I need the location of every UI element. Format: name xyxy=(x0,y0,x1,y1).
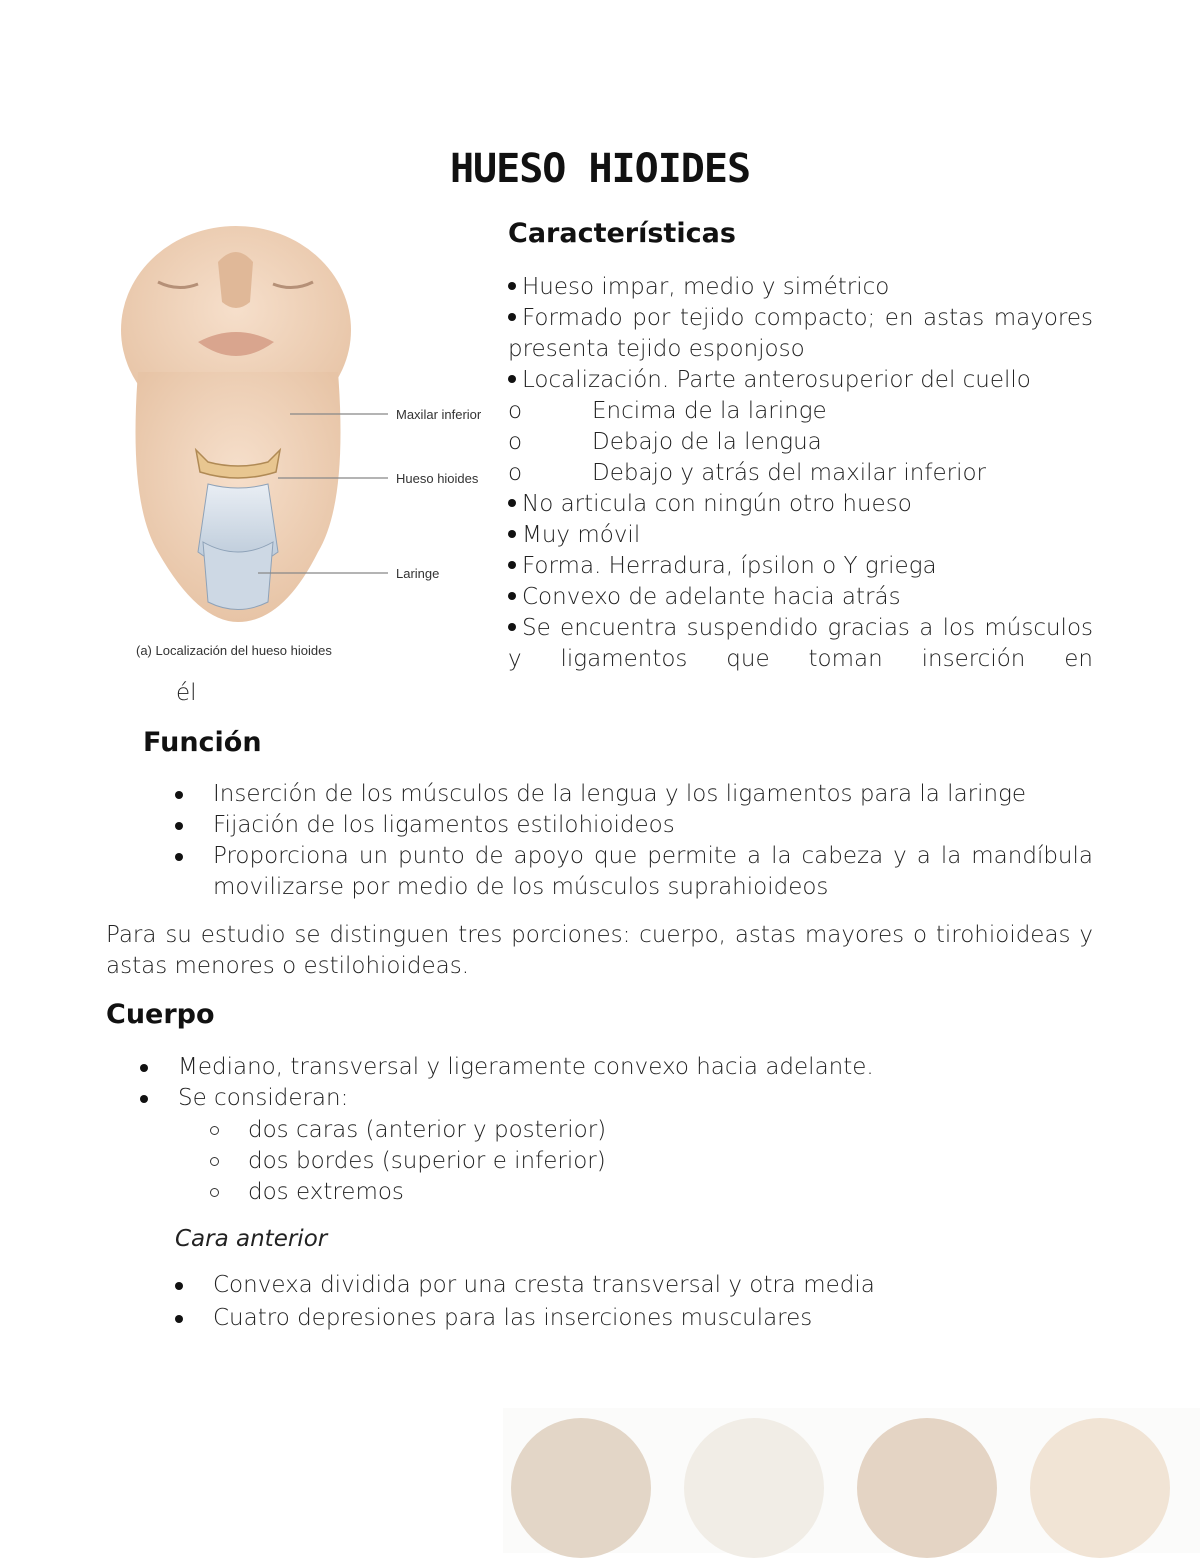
label-maxilar-inferior: Maxilar inferior xyxy=(396,407,482,422)
cuerpo-sublist xyxy=(210,1115,1060,1208)
bullet-icon xyxy=(508,313,516,321)
bullet-icon xyxy=(508,561,516,569)
bullet-icon xyxy=(508,499,516,507)
swatch-4 xyxy=(1030,1418,1170,1558)
list-item: Muy móvil xyxy=(508,520,1093,551)
page-title: HUESO HIOIDES xyxy=(449,146,751,192)
heading-funcion: Función xyxy=(143,727,262,758)
swatch-3 xyxy=(857,1418,997,1558)
bullet-icon xyxy=(508,623,516,631)
sub-list-item: dos extremos xyxy=(210,1177,1060,1208)
list-item: Forma. Herradura, ípsilon o Y griega xyxy=(508,551,1093,582)
bullet-icon xyxy=(508,282,516,290)
list-item: Hueso impar, medio y simétrico xyxy=(508,272,1093,303)
list-item: Convexa dividida por una cresta transversal y otra media xyxy=(175,1270,1075,1301)
sub-list-item: o Debajo de la lengua xyxy=(508,429,822,455)
list-item: Cuatro depresiones para las inserciones musculares xyxy=(175,1303,1075,1334)
list-item: Proporciona un punto de apoyo que permite a la cabeza y a la mandíbula movilizarse por medio de los músculos suprahioideos xyxy=(175,841,1093,903)
bullet-icon xyxy=(508,375,516,383)
cuerpo-list xyxy=(140,1052,1090,1114)
list-item: Fijación de los ligamentos estilohioideos xyxy=(175,810,1093,841)
cara-anterior-list xyxy=(175,1270,1075,1334)
label-hueso-hioides: Hueso hioides xyxy=(396,471,479,486)
bullet-icon xyxy=(508,592,516,600)
subheading-cara-anterior: Cara anterior xyxy=(175,1226,328,1252)
label-laringe: Laringe xyxy=(396,566,440,581)
heading-caracteristicas: Características xyxy=(508,218,736,249)
sub-list-item: dos bordes (superior e inferior) xyxy=(210,1146,1060,1177)
swatch-2 xyxy=(684,1418,824,1558)
list-item: No articula con ningún otro hueso xyxy=(508,489,1093,520)
sub-list-item: dos caras (anterior y posterior) xyxy=(210,1115,1060,1146)
list-item: Se consideran: xyxy=(140,1083,1090,1114)
figure-caption: (a) Localización del hueso hioides xyxy=(136,643,332,658)
sub-list-item: o Encima de la laringe xyxy=(508,398,827,424)
list-item: Se encuentra suspendido gracias a los músculos y ligamentos que toman inserción en xyxy=(508,615,1093,672)
caracteristicas-overflow: él xyxy=(176,680,197,706)
funcion-list xyxy=(175,779,1093,903)
heading-cuerpo: Cuerpo xyxy=(106,999,215,1030)
list-item: Localización. Parte anterosuperior del cuello xyxy=(508,365,1093,396)
head-neck-illustration xyxy=(118,222,498,662)
palette-swatches xyxy=(503,1408,1200,1553)
bullet-icon xyxy=(508,530,516,538)
intro-paragraph: Para su estudio se distinguen tres porciones: cuerpo, astas mayores o tirohioideas y astas menores o estilohioideas. xyxy=(106,922,1093,979)
list-item: Convexo de adelante hacia atrás xyxy=(508,582,1093,613)
list-item: Mediano, transversal y ligeramente convexo hacia adelante. xyxy=(140,1052,1090,1083)
caracteristicas-list xyxy=(508,272,1093,675)
list-item: Inserción de los músculos de la lengua y los ligamentos para la laringe xyxy=(175,779,1093,810)
swatch-1 xyxy=(511,1418,651,1558)
sub-list-item: o Debajo y atrás del maxilar inferior xyxy=(508,460,986,486)
hyoid-location-figure xyxy=(118,222,498,662)
list-item: Formado por tejido compacto; en astas mayores presenta tejido esponjoso xyxy=(508,305,1093,362)
